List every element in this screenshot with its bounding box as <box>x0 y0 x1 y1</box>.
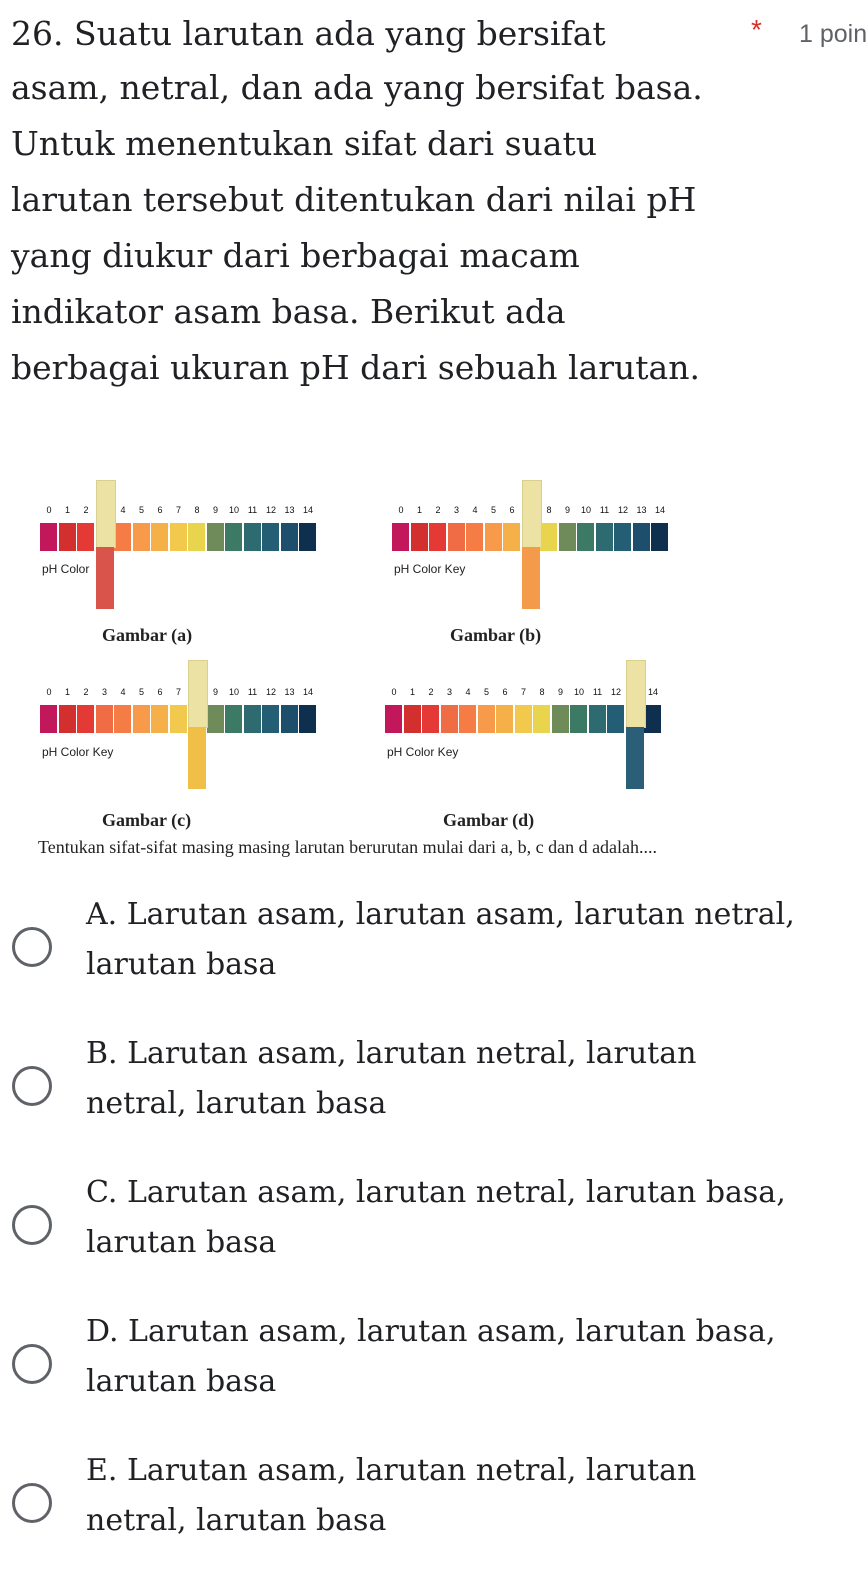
figure-caption: Gambar (d) <box>443 810 535 830</box>
points-label: 1 poin <box>799 20 867 48</box>
option-line: A. Larutan asam, larutan asam, larutan netral, <box>86 897 795 932</box>
ph-color-swatch <box>422 705 439 733</box>
ph-tick-label: 5 <box>138 505 144 515</box>
ph-color-swatch <box>170 523 187 551</box>
ph-tick-label: 12 <box>265 687 276 697</box>
ph-tick-label: 4 <box>120 687 126 697</box>
ph-color-swatch <box>244 705 261 733</box>
ph-tick-label: 13 <box>636 505 647 515</box>
ph-color-swatch <box>40 523 57 551</box>
indicator-strip-pad <box>96 480 116 548</box>
question-body <box>11 60 831 396</box>
ph-tick-label: 14 <box>302 687 313 697</box>
ph-tick-label: 13 <box>284 505 295 515</box>
ph-color-swatch <box>170 705 187 733</box>
ph-color-swatch <box>533 705 550 733</box>
figure-caption: Gambar (b) <box>450 625 542 645</box>
question-header <box>11 6 867 62</box>
ph-color-swatch <box>151 523 168 551</box>
ph-color-swatch <box>633 523 650 551</box>
ph-color-swatch <box>151 705 168 733</box>
ph-color-swatch <box>404 705 421 733</box>
option-c[interactable] <box>0 1168 859 1278</box>
indicator-strip-color <box>188 727 206 789</box>
ph-tick-label: 10 <box>573 687 584 697</box>
ph-color-swatch <box>299 523 316 551</box>
ph-color-swatch <box>244 523 261 551</box>
question-line: berbagai ukuran pH dari sebuah larutan. <box>11 348 700 387</box>
required-asterisk: * <box>751 14 762 45</box>
ph-color-swatch <box>503 523 520 551</box>
option-c-label <box>86 1168 846 1268</box>
option-line: larutan basa <box>86 1364 277 1399</box>
ph-color-swatch <box>188 523 205 551</box>
ph-tick-label: 3 <box>101 687 107 697</box>
ph-color-swatch <box>77 705 94 733</box>
ph-color-swatch <box>485 523 502 551</box>
ph-tick-label: 10 <box>228 505 239 515</box>
ph-tick-label: 10 <box>580 505 591 515</box>
ph-key-label: pH Color Key <box>394 562 466 576</box>
ph-tick-label: 9 <box>212 505 218 515</box>
question-line: Untuk menentukan sifat dari suatu <box>11 124 597 163</box>
radio-button-e[interactable] <box>12 1483 52 1523</box>
ph-tick-label: 11 <box>592 687 603 697</box>
ph-tick-label: 6 <box>157 687 163 697</box>
option-line: larutan basa <box>86 1225 277 1260</box>
ph-color-swatch <box>515 705 532 733</box>
ph-tick-label: 11 <box>247 505 258 515</box>
ph-color-swatch <box>644 705 661 733</box>
ph-tick-label: 8 <box>539 687 545 697</box>
indicator-strip-color <box>96 547 114 609</box>
ph-color-swatch <box>459 705 476 733</box>
ph-tick-label: 0 <box>391 687 397 697</box>
ph-tick-label: 7 <box>175 505 181 515</box>
ph-tick-label: 2 <box>428 687 434 697</box>
radio-button-c[interactable] <box>12 1205 52 1245</box>
ph-color-swatch <box>540 523 557 551</box>
ph-color-swatch <box>114 523 131 551</box>
ph-tick-label: 12 <box>265 505 276 515</box>
ph-tick-label: 12 <box>610 687 621 697</box>
ph-color-swatch <box>552 705 569 733</box>
question-line: indikator asam basa. Berikut ada <box>11 292 566 331</box>
ph-tick-label: 13 <box>284 687 295 697</box>
ph-tick-label: 6 <box>157 505 163 515</box>
ph-color-swatch <box>281 705 298 733</box>
question-line: asam, netral, dan ada yang bersifat basa. <box>11 68 703 107</box>
ph-color-swatch <box>114 705 131 733</box>
ph-color-swatch <box>614 523 631 551</box>
ph-color-swatch <box>429 523 446 551</box>
ph-color-swatch <box>59 523 76 551</box>
indicator-strip-color <box>626 727 644 789</box>
ph-tick-label: 8 <box>194 505 200 515</box>
radio-button-a[interactable] <box>12 927 52 967</box>
ph-tick-label: 5 <box>490 505 496 515</box>
ph-tick-label: 2 <box>83 505 89 515</box>
ph-tick-label: 10 <box>228 687 239 697</box>
ph-tick-label: 0 <box>46 687 52 697</box>
ph-tick-label: 6 <box>509 505 515 515</box>
ph-tick-label: 11 <box>247 687 258 697</box>
ph-color-swatch <box>40 705 57 733</box>
ph-tick-label: 1 <box>64 505 70 515</box>
ph-color-swatch <box>225 523 242 551</box>
ph-tick-label: 1 <box>64 687 70 697</box>
option-line: E. Larutan asam, larutan netral, larutan <box>86 1453 697 1488</box>
ph-color-swatch <box>59 705 76 733</box>
ph-color-swatch <box>478 705 495 733</box>
ph-tick-label: 4 <box>472 505 478 515</box>
ph-color-swatch <box>96 705 113 733</box>
option-b-label <box>86 1029 846 1129</box>
ph-tick-label: 1 <box>416 505 422 515</box>
indicator-strip-pad <box>522 480 542 548</box>
ph-color-swatch <box>77 523 94 551</box>
ph-color-swatch <box>441 705 458 733</box>
ph-color-swatch <box>262 523 279 551</box>
option-line: netral, larutan basa <box>86 1503 387 1538</box>
ph-tick-label: 2 <box>83 687 89 697</box>
ph-tick-label: 2 <box>435 505 441 515</box>
ph-tick-label: 4 <box>120 505 126 515</box>
option-line: B. Larutan asam, larutan netral, larutan <box>86 1036 697 1071</box>
option-line: larutan basa <box>86 947 277 982</box>
ph-color-swatch <box>559 523 576 551</box>
ph-tick-label: 0 <box>398 505 404 515</box>
ph-tick-label: 5 <box>483 687 489 697</box>
radio-button-d[interactable] <box>12 1344 52 1384</box>
ph-color-swatch <box>133 523 150 551</box>
ph-color-swatch <box>570 705 587 733</box>
ph-tick-label: 12 <box>617 505 628 515</box>
indicator-strip-pad <box>626 660 646 728</box>
ph-color-swatch <box>207 523 224 551</box>
ph-tick-label: 8 <box>546 505 552 515</box>
option-line: netral, larutan basa <box>86 1086 387 1121</box>
ph-color-swatch <box>392 523 409 551</box>
ph-tick-label: 1 <box>409 687 415 697</box>
ph-color-swatch <box>299 705 316 733</box>
ph-color-swatch <box>496 705 513 733</box>
ph-key-label: pH Color <box>42 562 90 576</box>
option-d-label <box>86 1307 846 1407</box>
figure-question: Tentukan sifat-sifat masing masing larutan berurutan mulai dari a, b, c dan d adalah.... <box>38 837 658 857</box>
ph-tick-label: 3 <box>453 505 459 515</box>
option-a-label <box>86 890 846 990</box>
ph-color-swatch <box>651 523 668 551</box>
ph-tick-label: 9 <box>557 687 563 697</box>
ph-tick-label: 9 <box>564 505 570 515</box>
ph-color-swatch <box>589 705 606 733</box>
indicator-strip-color <box>522 547 540 609</box>
ph-tick-label: 9 <box>212 687 218 697</box>
figure-caption: Gambar (a) <box>102 625 193 645</box>
option-a[interactable] <box>0 890 859 1000</box>
radio-button-b[interactable] <box>12 1066 52 1106</box>
option-b[interactable] <box>0 1029 859 1139</box>
ph-tick-label: 11 <box>599 505 610 515</box>
ph-tick-label: 7 <box>520 687 526 697</box>
ph-key-label: pH Color Key <box>387 745 459 759</box>
ph-tick-label: 14 <box>302 505 313 515</box>
ph-color-swatch <box>225 705 242 733</box>
question-title: 26. Suatu larutan ada yang bersifat <box>11 14 606 53</box>
option-e-label <box>86 1446 846 1546</box>
ph-tick-label: 6 <box>502 687 508 697</box>
ph-tick-label: 14 <box>647 687 658 697</box>
question-line: yang diukur dari berbagai macam <box>11 236 580 275</box>
figure-caption: Gambar (c) <box>102 810 192 830</box>
ph-tick-label: 14 <box>654 505 665 515</box>
ph-color-swatch <box>262 705 279 733</box>
ph-color-swatch <box>596 523 613 551</box>
ph-color-swatch <box>448 523 465 551</box>
ph-key-label: pH Color Key <box>42 745 114 759</box>
question-line: larutan tersebut ditentukan dari nilai pH <box>11 180 697 219</box>
ph-tick-label: 3 <box>446 687 452 697</box>
ph-color-swatch <box>607 705 624 733</box>
ph-color-swatch <box>281 523 298 551</box>
ph-tick-label: 7 <box>175 687 181 697</box>
option-d[interactable] <box>0 1307 859 1417</box>
ph-color-swatch <box>411 523 428 551</box>
ph-color-swatch <box>577 523 594 551</box>
ph-tick-label: 5 <box>138 687 144 697</box>
option-line: C. Larutan asam, larutan netral, larutan basa, <box>86 1175 786 1210</box>
ph-color-swatch <box>133 705 150 733</box>
ph-color-swatch <box>385 705 402 733</box>
indicator-strip-pad <box>188 660 208 728</box>
ph-color-swatch <box>466 523 483 551</box>
ph-figure <box>0 455 859 865</box>
ph-color-swatch <box>207 705 224 733</box>
ph-tick-label: 4 <box>465 687 471 697</box>
option-line: D. Larutan asam, larutan asam, larutan basa, <box>86 1314 776 1349</box>
ph-tick-label: 0 <box>46 505 52 515</box>
option-e[interactable] <box>0 1446 859 1556</box>
